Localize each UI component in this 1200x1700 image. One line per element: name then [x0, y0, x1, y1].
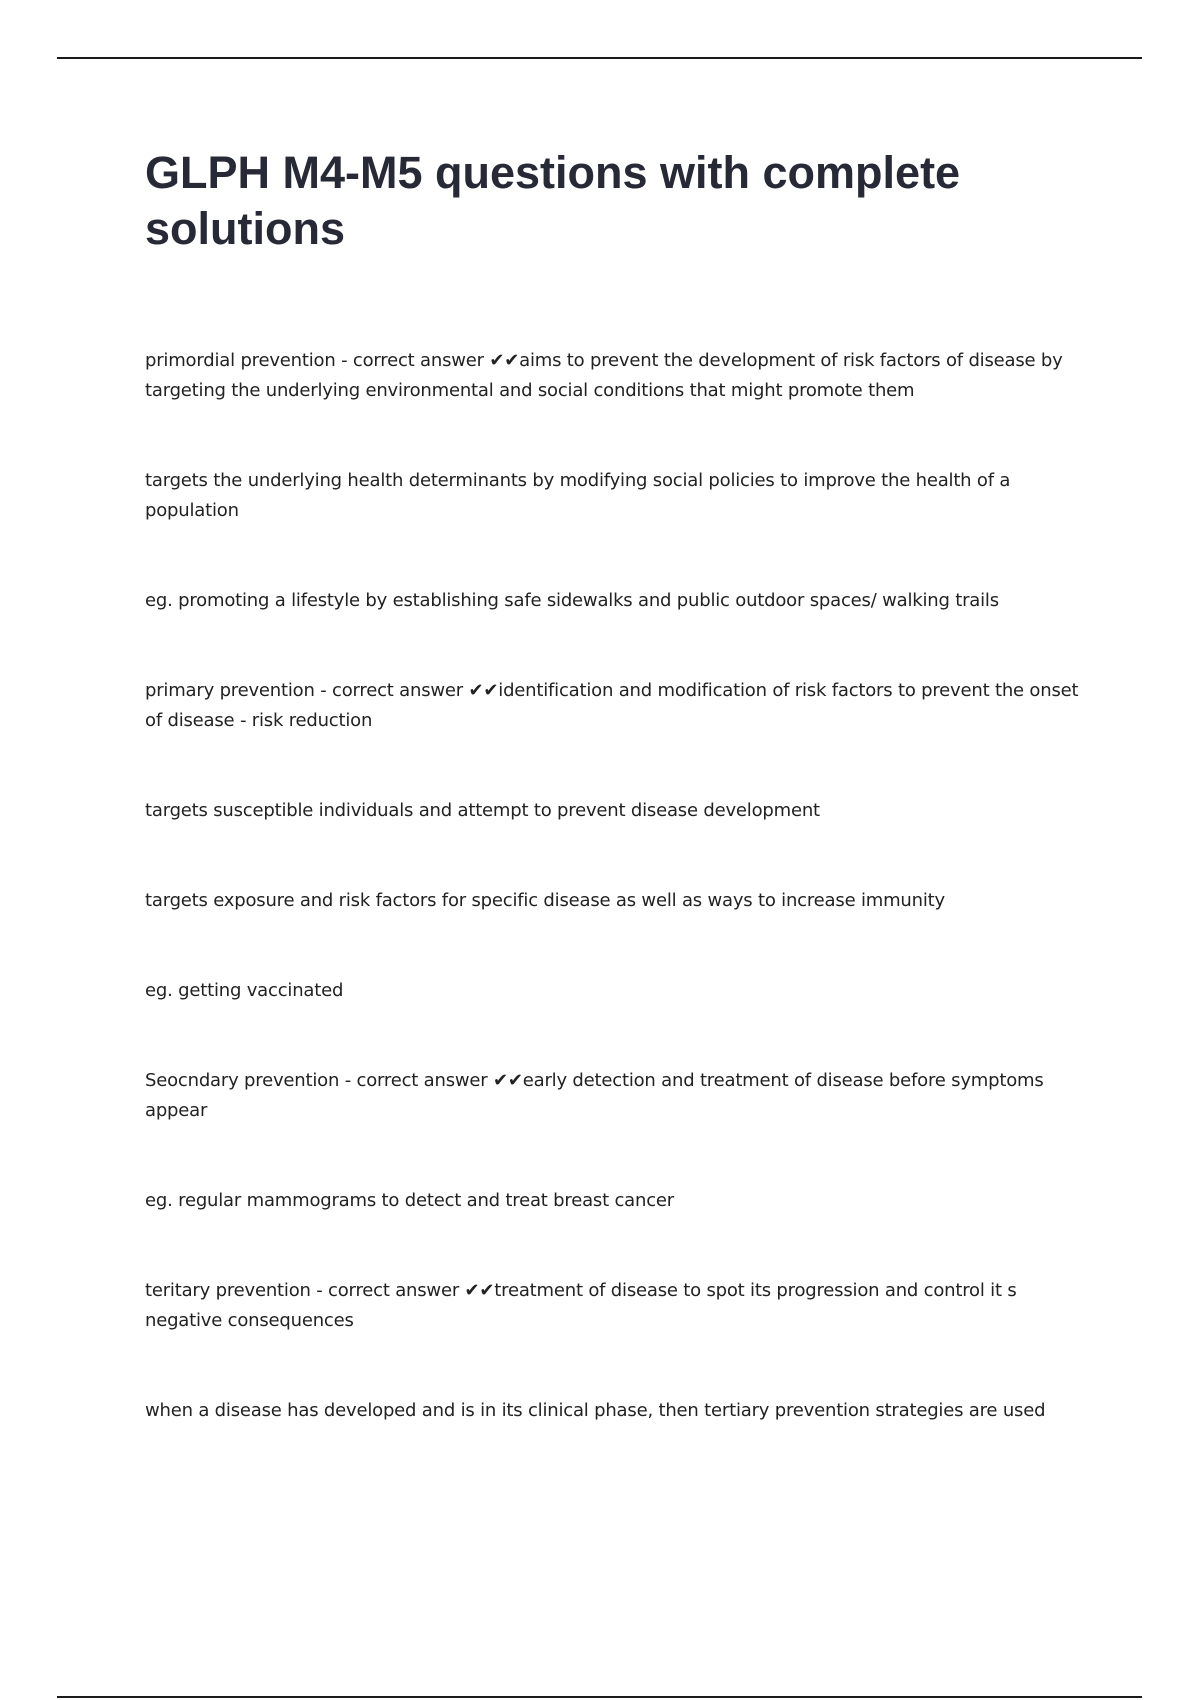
- paragraph-tertiary-clinical-phase: when a disease has developed and is in its clinical phase, then tertiary prevention strategies are used: [145, 1400, 1046, 1421]
- document-title: GLPH M4-M5 questions with complete solutions: [145, 147, 961, 254]
- paragraph-primordial-prevention: primordial prevention - correct answer ✔✔aims to prevent the development of risk factors of disease by targeting the underlying environmental and social conditions that might promote them: [145, 350, 1063, 401]
- paragraph-primordial-example: eg. promoting a lifestyle by establishing safe sidewalks and public outdoor spaces/ walking trails: [145, 590, 999, 611]
- paragraph-susceptible-individuals: targets susceptible individuals and attempt to prevent disease development: [145, 800, 820, 821]
- paragraph-secondary-example: eg. regular mammograms to detect and treat breast cancer: [145, 1190, 674, 1211]
- paragraph-secondary-prevention: Seocndary prevention - correct answer ✔✔early detection and treatment of disease before symptoms appear: [145, 1070, 1044, 1121]
- paragraph-primary-prevention: primary prevention - correct answer ✔✔identification and modification of risk factors to prevent the onset of disease - risk reduction: [145, 680, 1079, 731]
- paragraph-primary-example: eg. getting vaccinated: [145, 980, 344, 1001]
- document-body: [145, 346, 1095, 1486]
- paragraph-health-determinants: targets the underlying health determinants by modifying social policies to improve the health of a population: [145, 470, 1011, 521]
- top-rule: [57, 57, 1142, 59]
- bottom-rule: [57, 1696, 1142, 1698]
- paragraph-tertiary-prevention: teritary prevention - correct answer ✔✔treatment of disease to spot its progression and control it s negative consequences: [145, 1280, 1017, 1331]
- paragraph-exposure-risk-factors: targets exposure and risk factors for specific disease as well as ways to increase immunity: [145, 890, 945, 911]
